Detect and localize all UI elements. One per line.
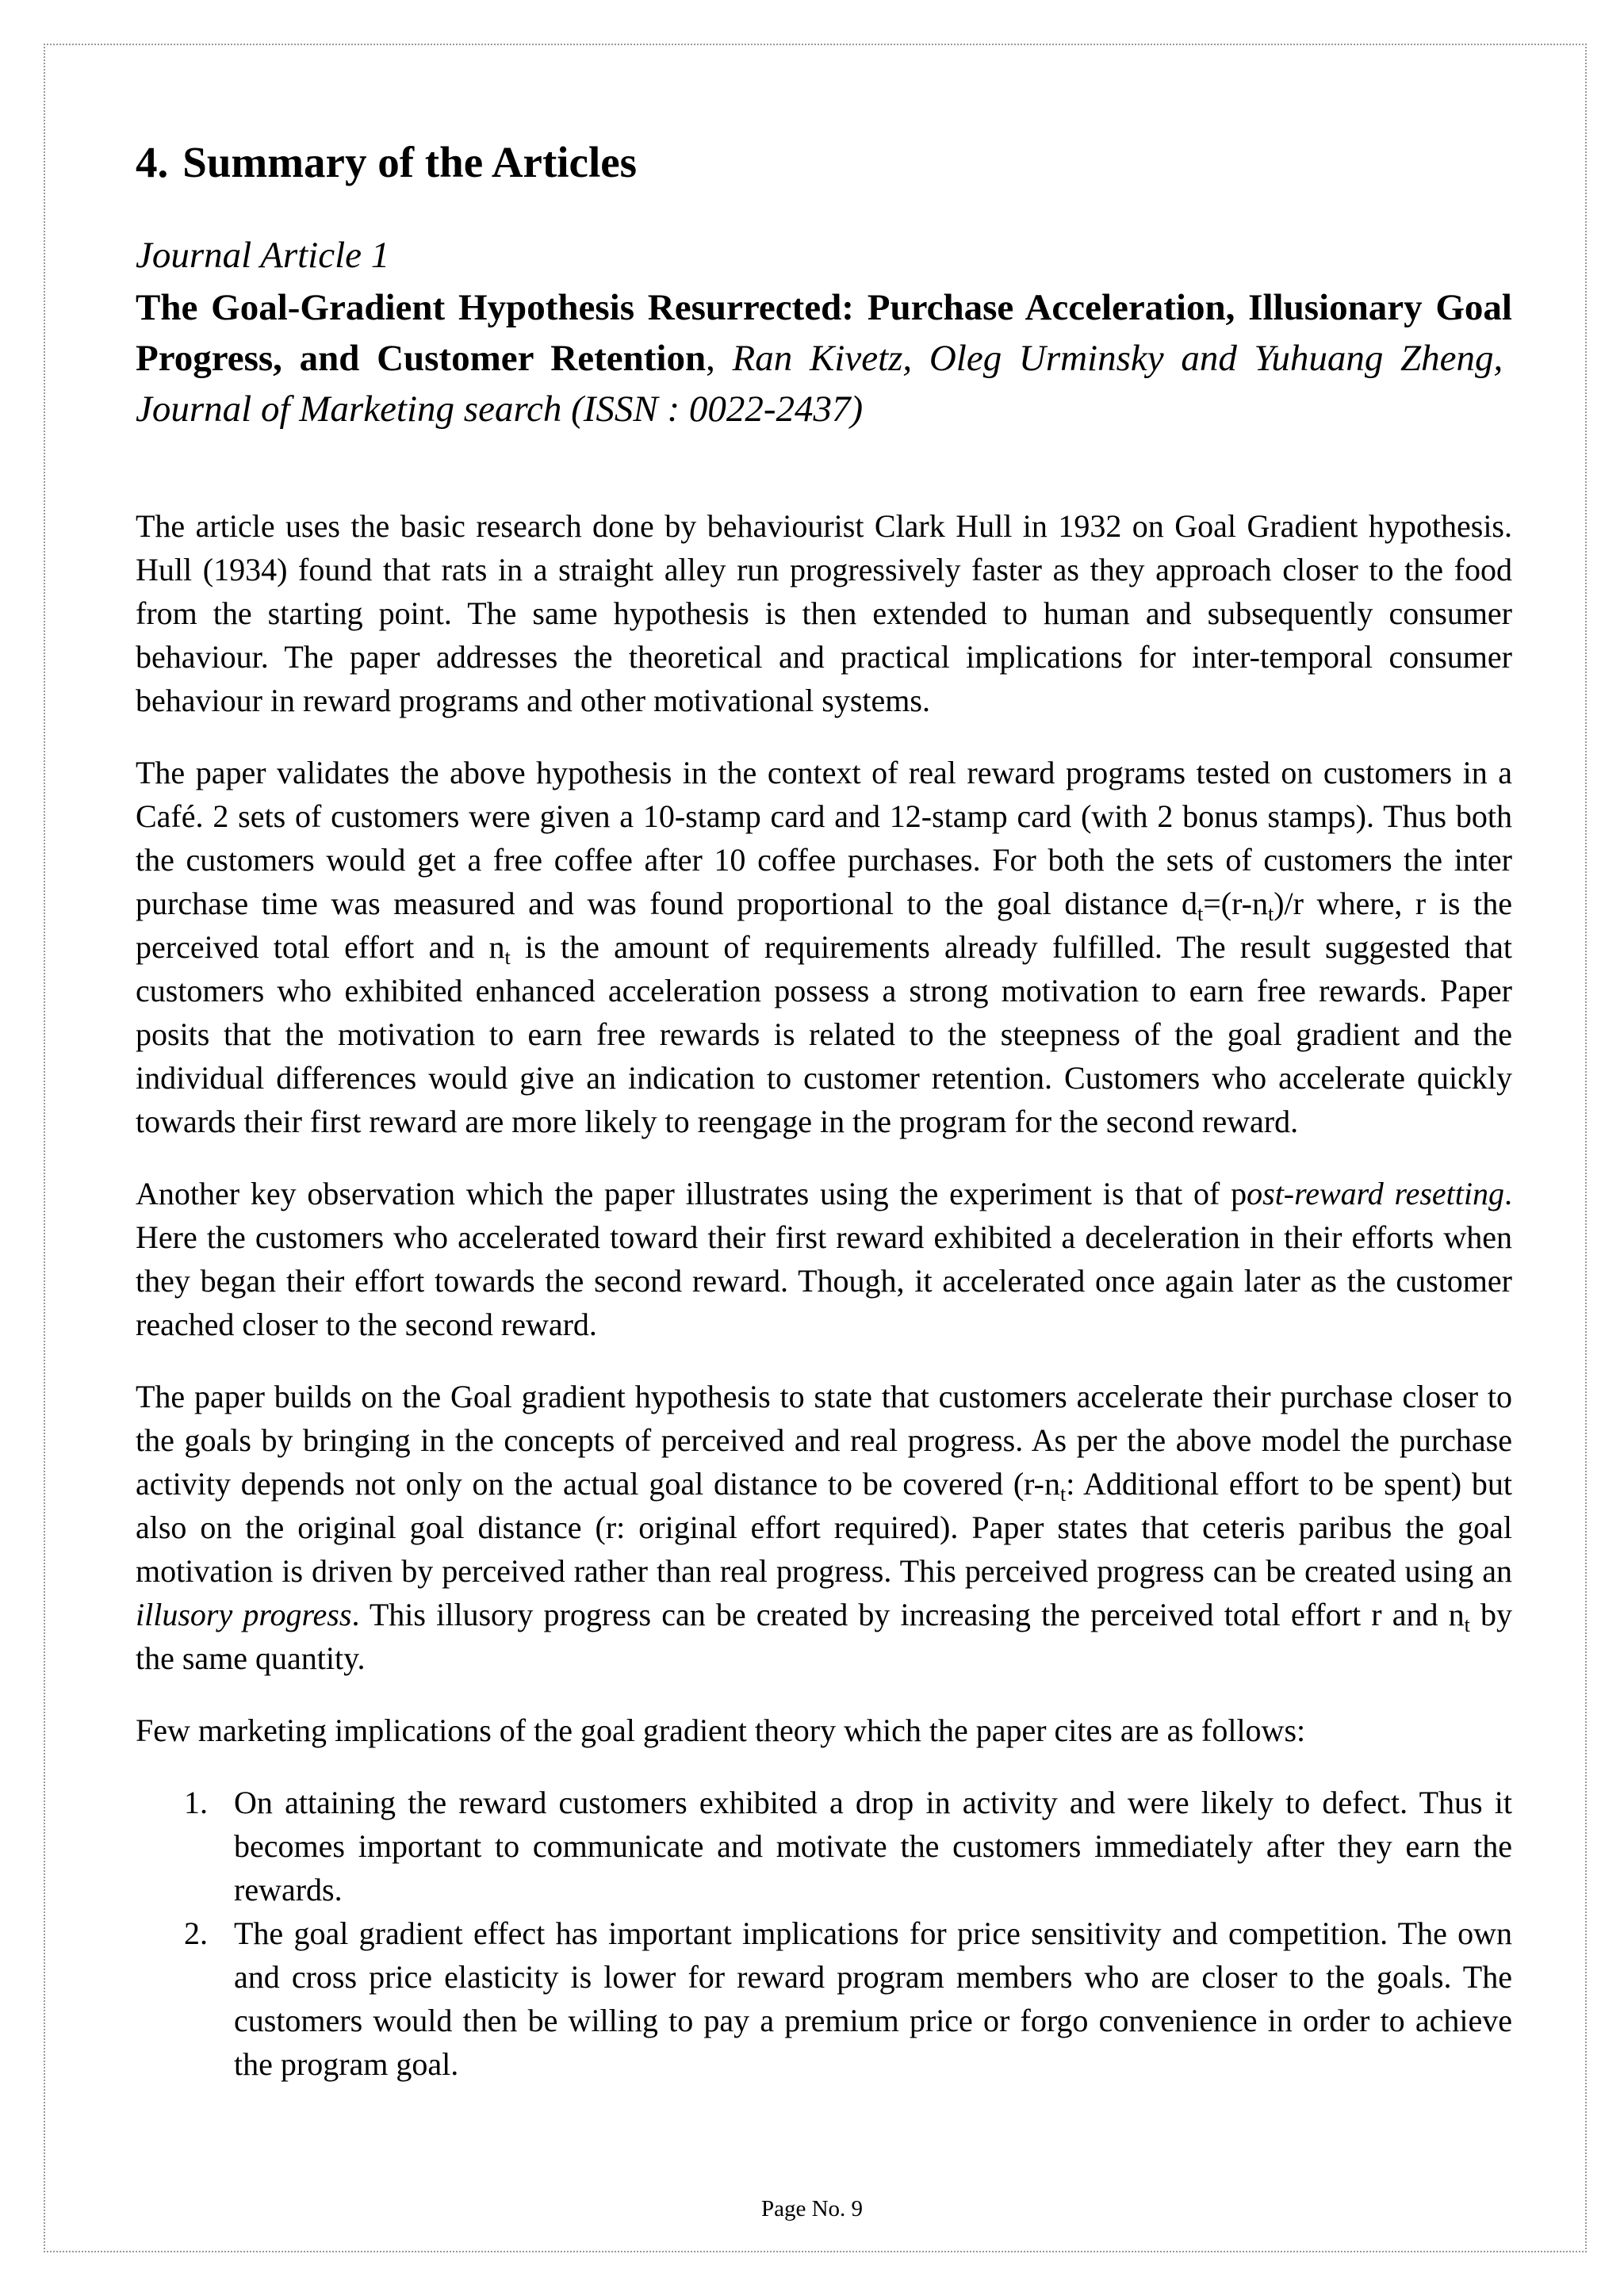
body-text <box>136 504 1512 2086</box>
list-item-text: The goal gradient effect has important implications for price sensitivity and competition. The own and cross price elasticity is lower for reward program members who are closer to the goals. The customers would then be willing to pay a premium price or forgo convenience in order to achieve the program goal. <box>234 1915 1512 2082</box>
paragraph-2-text-a: The paper validates the above hypothesis in the context of real reward programs tested on customers in a Café. 2 sets of customers were given a 10-stamp card and 12-stamp card (with 2 bonus stamps). Thus both the customers would get a free coffee after 10 coffee purchases. For both the sets of customers the inter purchase time was measured and was found proportional to the goal distance d <box>136 755 1512 921</box>
article-authors: Ran Kivetz, Oleg Urminsky and Yuhuang Zheng, <box>732 338 1503 379</box>
section-number: 4. <box>136 138 169 186</box>
paragraph-2-text-c: )/r where, r is the perceived total effort and n <box>136 886 1512 965</box>
page-number: Page No. 9 <box>760 2196 864 2221</box>
paragraph-3-text-b: . Here the customers who accelerated toward their first reward exhibited a deceleration in their efforts when they began their effort towards the second reward. Though, it accelerated once again later as the customer reached closer to the second reward. <box>136 1176 1513 1342</box>
paragraph-4 <box>136 1375 1512 1680</box>
subscript-t: t <box>504 946 511 969</box>
paragraph-2-text-b: =(r-n <box>1203 886 1268 921</box>
paragraph-1: The article uses the basic research done by behaviourist Clark Hull in 1932 on Goal Gradient hypothesis. Hull (1934) found that rats in a straight alley run progressively faster as they approach closer to the food from the starting point. The same hypothesis is then extended to human and subsequently consumer behaviour. The paper addresses the theoretical and practical implications for inter-temporal consumer behaviour in reward programs and other motivational systems. <box>136 508 1512 718</box>
article-separator: , <box>706 338 715 379</box>
list-item-text: On attaining the reward customers exhibited a drop in activity and were likely to defect. Thus it becomes important to communicate and motivate the customers immediately after they earn the rewards. <box>234 1785 1512 1908</box>
paragraph-4-text-b: : Additional effort to be spent) but also on the original goal distance (r: original effort required). Paper states that ceteris paribus the goal motivation is driven by perceived rather than real progress. This perceived progress can be created using an <box>136 1466 1512 1589</box>
paragraph-4-text-c: . This illusory progress can be created by increasing the perceived total effort r and n <box>351 1597 1465 1632</box>
subscript-t: t <box>1267 902 1274 925</box>
list-item <box>136 1911 1512 2086</box>
section-title-text: Summary of the Articles <box>182 138 638 186</box>
article-title: The Goal-Gradient Hypothesis Resurrected: Purchase Acceleration, Illusionary Goal Progress, and Customer Retention <box>136 287 1512 379</box>
list-item <box>136 1781 1512 1911</box>
paragraph-2 <box>136 751 1512 1143</box>
paragraph-5: Few marketing implications of the goal gradient theory which the paper cites are as follows: <box>136 1712 1306 1748</box>
article-journal: Journal of Marketing search (ISSN : 0022-2437) <box>136 388 864 430</box>
list-marker: 2. <box>184 1915 208 1951</box>
section-title <box>136 135 1512 190</box>
paragraph-4-italic: illusory progress <box>136 1597 352 1632</box>
paragraph-4-text-d: by the same quantity. <box>136 1597 1512 1676</box>
list-marker: 1. <box>184 1785 208 1820</box>
implications-list <box>136 1781 1512 2086</box>
subscript-t: t <box>1464 1613 1470 1636</box>
subscript-t: t <box>1197 902 1204 925</box>
article-heading <box>136 282 1512 434</box>
paragraph-3-italic: ost-reward resetting <box>1247 1176 1505 1211</box>
paragraph-2-text-d: is the amount of requirements already fulfilled. The result suggested that customers who exhibited enhanced acceleration possess a strong motivation to earn free rewards. Paper posits that the motivation to earn free rewards is related to the steepness of the goal gradient and the individual differences would give an indication to customer retention. Customers who accelerate quickly towards their first reward are more likely to reengage in the program for the second reward. <box>136 929 1513 1139</box>
paragraph-3-text-a: Another key observation which the paper illustrates using the experiment is that of p <box>136 1176 1247 1211</box>
paragraph-3 <box>136 1172 1512 1346</box>
paragraph-4-text-a: The paper builds on the Goal gradient hypothesis to state that customers accelerate their purchase closer to the goals by bringing in the concepts of perceived and real progress. As per the above model the purchase activity depends not only on the actual goal distance to be covered (r-n <box>136 1379 1512 1502</box>
article-label: Journal Article 1 <box>136 235 390 276</box>
subscript-t: t <box>1060 1483 1067 1506</box>
page-content <box>136 135 1513 2082</box>
